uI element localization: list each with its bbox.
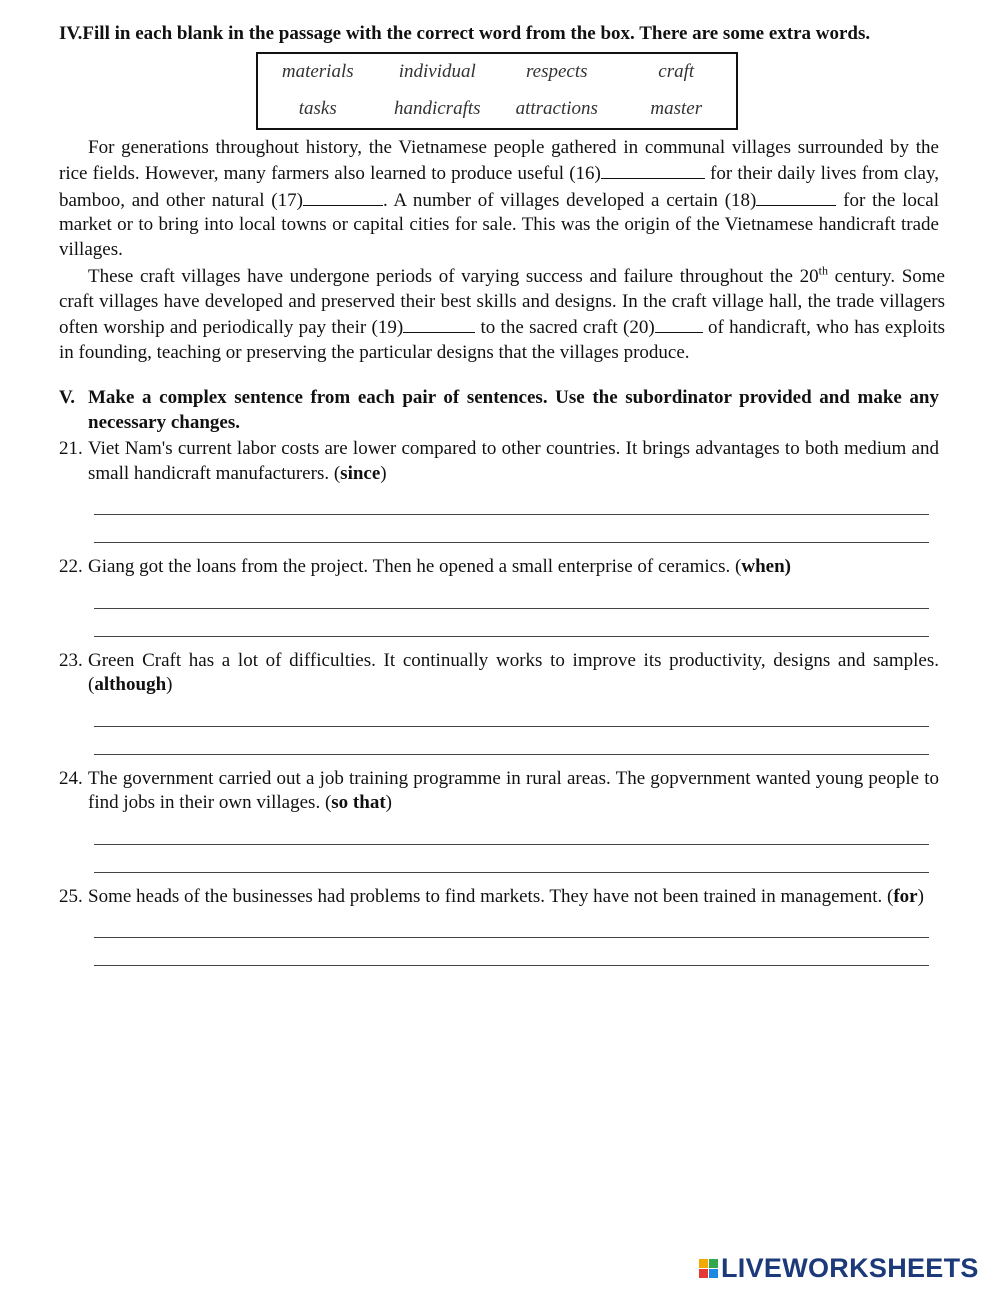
word-box-item: individual [398,60,476,82]
logo-text: LIVEWORKSHEETS [721,1253,979,1283]
question-text: Some heads of the businesses had problems to find markets. They have not been trained in management. ( [88,885,894,907]
blank-19[interactable] [403,314,475,333]
blank-16[interactable] [601,160,705,179]
question-text: Viet Nam's current labor costs are lower compared to other countries. It brings advantages to both medium and small handicraft manufacturers. ( [88,438,939,484]
question-23 [59,649,939,755]
question-number: 23. [59,649,83,671]
question-text: The government carried out a job training programme in rural areas. The gopvernment wanted young people to find jobs in their own villages. ( [88,767,939,813]
passage-text: for their daily lives from clay, bamboo, and other natural (17) [59,163,939,211]
answer-line[interactable] [94,527,929,543]
word-box-item: respects [525,60,588,82]
question-25 [59,885,939,967]
question-close: ) [385,792,392,813]
word-box-item: tasks [298,97,337,119]
word-box-item: craft [658,60,695,82]
word-box-item: attractions [515,97,598,119]
answer-line[interactable] [94,922,929,938]
answer-line[interactable] [94,829,929,845]
word-box [256,52,738,130]
answer-line[interactable] [94,711,929,727]
word-box-item: master [650,97,703,119]
section-v-instructions: Make a complex sentence from each pair of sentences. Use the subordinator provided and make any necessary changes. [88,387,939,433]
answer-line[interactable] [94,621,929,637]
question-close: ) [917,885,924,907]
liveworksheets-mark-icon [699,1259,718,1278]
worksheet-page [59,22,945,978]
question-number: 25. [59,885,83,907]
question-number: 24. [59,767,83,789]
passage-text: for the local market or to bring into local towns or capital cities for sale. This was the origin of the Vietnamese handicraft trade villages. [59,189,939,260]
question-number: 22. [59,556,83,577]
answer-line[interactable] [94,857,929,873]
question-22 [59,555,939,637]
passage-text: . A number of villages developed a certain (18) [382,189,757,211]
question-keyword: since [340,462,381,484]
passage-text: of handicraft, who has exploits in founding, teaching or preserving the particular designs that the villages produce. [59,317,945,363]
passage-text: to the sacred craft (20) [475,317,655,338]
passage-paragraph-1 [59,136,939,263]
answer-line[interactable] [94,593,929,609]
answer-line[interactable] [94,950,929,966]
question-keyword: when) [741,556,791,577]
passage-paragraph-2 [59,265,945,365]
word-box-item: handicrafts [393,97,481,119]
question-24 [59,767,939,873]
liveworksheets-logo [699,1253,979,1283]
question-text: Green Craft has a lot of difficulties. It continually works to improve its productivity, designs and samples. ( [88,649,939,695]
question-number: 21. [59,438,83,459]
question-keyword: although [94,674,167,695]
section-v-heading [59,386,939,435]
answer-line[interactable] [94,739,929,755]
question-keyword: so that [331,792,386,813]
blank-20[interactable] [655,314,703,333]
superscript-th: th [818,263,828,278]
blank-18[interactable] [756,187,836,206]
section-iv-heading: IV.Fill in each blank in the passage with the correct word from the box. There are some extra words. [59,23,871,44]
word-box-item: materials [281,60,354,82]
passage-text: These craft villages have undergone periods of varying success and failure throughout the 20 [88,266,819,287]
question-close: ) [380,462,387,484]
question-close: ) [166,674,173,695]
section-v-number: V. [59,387,76,408]
answer-line[interactable] [94,499,929,515]
blank-17[interactable] [303,187,383,206]
question-21 [59,437,939,543]
passage-text: For generations throughout history, the Vietnamese people gathered in communal villages surrounded by the rice fields. However, many farmers also learned to produce useful (16) [59,136,939,184]
question-keyword: for [893,885,918,907]
passage-text: century. Some craft villages have developed and preserved their best skills and designs. In the craft village hall, the trade villagers often worship and periodically pay their (19) [59,266,945,338]
question-text: Giang got the loans from the project. Then he opened a small enterprise of ceramics. ( [88,556,742,577]
